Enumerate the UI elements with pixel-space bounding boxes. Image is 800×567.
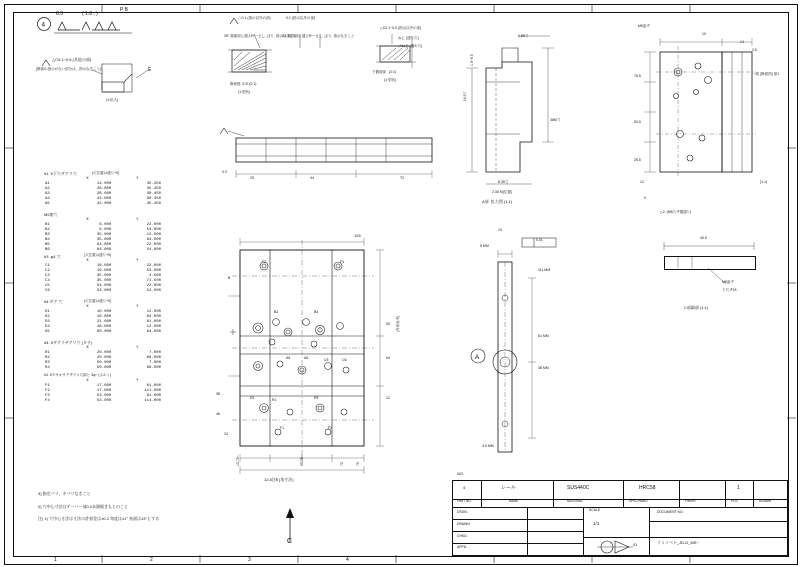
table-row: B6 64.000 54.000 [45, 247, 161, 252]
screw-note: △C0.1~0.5 (指示以外の部) [380, 26, 422, 30]
finish-label: 6.3 [56, 11, 63, 17]
tb-hdr-drawn: DRAWN [759, 499, 771, 503]
main-dim-r2: 54 [386, 356, 390, 360]
zone-mark-bottom-1: 1 [54, 557, 57, 563]
zone-mark-bottom-2: 2 [150, 557, 153, 563]
section-arrow-label: C [287, 538, 293, 545]
main-dim-b4: 75 [356, 462, 360, 466]
table-row: C2 16.000 54.000 [45, 269, 161, 274]
t3-subtitle: (穴位置は通り+0) [84, 253, 112, 258]
detail-c-label-1: M5皿ザ [722, 280, 734, 284]
center-thin-view [470, 228, 580, 478]
table-row: F2 17.000 111.000 [45, 389, 161, 394]
right-dim-12: 12 [640, 180, 644, 184]
flatness-value: 0.01 [536, 238, 543, 242]
table-block [44, 170, 164, 404]
t3-title: #3 φ4 穴 [44, 253, 61, 259]
table-row: C5 54.000 22.000 [45, 284, 161, 289]
t6-col-y: Y [135, 379, 139, 384]
table-row: B2 6.000 54.000 [45, 227, 161, 232]
main-dim-rlabel: (外形参考) [396, 315, 400, 332]
tb-part-name: レール [501, 485, 516, 491]
detail-c-caption: C部細部 (1:1) [684, 305, 709, 310]
tb-id-value: 01 [633, 542, 638, 547]
tb-hdr-partno: PART NO. [457, 499, 472, 503]
tb-doc-value: ソミイベト_JD-D_MS~ [657, 540, 699, 545]
main-label-c5: C5 [324, 358, 329, 362]
detail-a-dim-5: 16.5寸 [463, 90, 468, 102]
table-row: A4 42.000 30.450 [45, 196, 161, 201]
section-arrow-c [278, 500, 318, 550]
main-left-dim-1: 38 [216, 392, 220, 396]
right-dim-765: 76.5 [634, 74, 641, 78]
tb-material: SUS440C [567, 485, 590, 491]
detail-e-block [36, 57, 186, 106]
table-row: A2 28.000 45.450 [45, 186, 161, 191]
table-t6 [44, 379, 162, 404]
detail-c-dim: 40.5 [700, 236, 707, 240]
tb-scale-label: SCALE [589, 508, 601, 512]
table-row: D3 21.000 61.000 [45, 320, 161, 325]
detail-a-dim-1: 1.85寸 [518, 34, 529, 38]
center-dim-5: 10 [498, 228, 502, 232]
table-row: A3 28.000 30.450 [45, 191, 161, 196]
tb-hdr-material: MATERIAL [567, 499, 583, 503]
main-section-b: B [228, 276, 231, 280]
center-dim-3: 38 MM [538, 366, 549, 370]
tb-row-drawn: DRAWN [457, 522, 470, 526]
detail-a-caption: A部 拡大図 (1:1) [482, 199, 513, 204]
main-label-a6: A6 [304, 356, 309, 360]
tb-row-chkd: CHKD. [457, 534, 468, 538]
main-label-f1: F1 [280, 426, 285, 430]
right-dim-255: 25.5 [634, 158, 641, 162]
t5-title: #4. 5ザグリザグリ穴 (タテ) [44, 340, 93, 346]
tb-hdr-name: NAME [509, 499, 519, 503]
main-label-a5: A5 [286, 356, 291, 360]
right-dim-10: 10 [702, 32, 706, 36]
side-dim-3: T2 [400, 176, 405, 180]
table-t5 [44, 346, 162, 371]
svg-text:A: A [475, 355, 480, 361]
table-row: C1 16.000 22.000 [45, 264, 161, 269]
table-row: D4 48.000 12.000 [45, 325, 161, 330]
t6-title: #4. 5ダキオサデザグリ穴源と 3φ~ (ボルト) [44, 372, 112, 377]
screw-note-c: (1:型状) [384, 78, 397, 82]
main-dim-r3: 12 [386, 396, 390, 400]
section-aa-block [462, 22, 572, 204]
zone-mark-bottom-4: 4 [346, 557, 349, 563]
table-row: B1 6.000 22.000 [45, 222, 161, 227]
detail-c-label-2: 下穴ザ15 [722, 288, 737, 292]
t4-col-x: X [86, 305, 89, 310]
center-width-dim: 8 MM [480, 244, 489, 248]
tb-row-appd: APPD. [457, 545, 468, 549]
table-row: F3 53.000 61.000 [45, 394, 161, 399]
tb-hdr-finish: FINISH [685, 499, 696, 503]
t1-col-x: X [86, 176, 89, 181]
center-dim-4: 4.5 MM [482, 444, 494, 448]
main-label-f2: F2 [262, 260, 267, 264]
detail-e-label: E [148, 67, 152, 73]
tb-zone: 4 [463, 485, 466, 490]
t1-title: #1. 5下穴ザグリ穴 [44, 171, 77, 176]
t1-subtitle: (穴位置は通り+0) [92, 170, 120, 175]
right-note-1lbl: △2: (M5穴ザ置通り) [660, 210, 692, 214]
table-row: D1 10.000 12.000 [45, 310, 161, 315]
note-line-3: 注) 1) 穴中心寸法は寸法の許容差は±0.2 角度は±1° 糸面は±3°とする [38, 516, 160, 522]
main-dim-b1: 13.75~ [236, 455, 240, 466]
t6-col-x: X [86, 379, 89, 384]
t4-col-y: Y [135, 305, 139, 310]
table-row: R3 50.000 7.000 [45, 360, 161, 365]
projection-symbol [593, 539, 641, 555]
table-t2 [44, 218, 162, 253]
table-row: B3 35.000 12.000 [45, 232, 161, 237]
main-label-f3: F3 [328, 426, 333, 430]
t3-col-y: Y [135, 259, 139, 264]
table-row: C3 35.000 4.500 [45, 274, 161, 279]
t5-col-x: X [86, 345, 89, 350]
main-left-dim-2: 46 [216, 412, 220, 416]
right-view-label: M5皿ザ [638, 24, 650, 28]
main-label-r3: R3 [314, 396, 319, 400]
right-plate-view [634, 24, 792, 214]
table-row: F4 53.000 111.000 [45, 399, 161, 404]
detail-a-dim-4: 38M寸 [550, 118, 561, 122]
section-ee-label: 断面図 E-E (2:1) [230, 82, 257, 86]
tb-row-dsgn: DSGN. [457, 510, 468, 514]
table-row: B5 64.000 22.000 [45, 242, 161, 247]
table-row: A1 14.000 45.450 [45, 181, 161, 186]
main-label-b2: B2 [274, 310, 279, 314]
table-row: C6 54.000 54.000 [45, 289, 161, 294]
main-label-c6: C6 [342, 358, 347, 362]
main-label-r1: R1 [272, 398, 277, 402]
center-dim-1: 111 MM [538, 268, 551, 272]
table-row: F1 17.000 61.000 [45, 384, 161, 389]
zone-mark-bottom-3: 3 [248, 557, 251, 563]
right-dim-25: 2.5 [752, 48, 757, 52]
tb-hdr-pcs: PCS [731, 499, 738, 503]
section-ee-label2: (1:型状) [238, 90, 251, 94]
main-label-b4: B4 [314, 310, 319, 314]
side-view-bar [214, 128, 464, 188]
center-dim-2: 61 MM [538, 334, 549, 338]
surface-finish-block [36, 7, 176, 44]
table-t3 [44, 259, 162, 294]
right-note-3: 一面 (断面図) 厚1 [752, 72, 780, 76]
side-dim-0: 0.3 [222, 170, 227, 174]
t4-title: #4 ザグ 穴 [44, 299, 63, 305]
main-dim-b2: 55.75~ [300, 455, 304, 466]
t1-col-y: Y [135, 176, 139, 181]
table-t4 [44, 305, 162, 335]
table-row: R4 50.000 68.000 [45, 365, 161, 370]
right-note-2: メねじ (通り穴) [398, 44, 423, 48]
finish-group: ( 1.6 , ) [82, 11, 98, 17]
note-hole-1b: 35° 端面部に通るR~~さし, ばり, 指示なきこと [224, 34, 297, 38]
chamfer-note-sub: (断面の指示がない部分は、指示なきこと) [36, 67, 102, 71]
right-dim-14: 14 [740, 40, 744, 44]
tb-doc-label: DOCUMENT NO. [657, 510, 684, 514]
detail-a-dim-2: 2.35 M(位置) [492, 190, 513, 194]
table-t1 [44, 177, 162, 207]
note-line-2: 2) 穴中心寸法はテーパー部0.2未満据きもとのこと [38, 503, 129, 509]
t2-col-x: X [86, 217, 89, 222]
t2-title: M5皿穴 [44, 211, 58, 217]
table-row: D2 10.000 64.000 [45, 315, 161, 320]
title-block [452, 471, 788, 556]
t5-col-y: Y [135, 345, 139, 350]
main-dim-b3: 72 [340, 462, 344, 466]
tb-hdr-spec: SPEC/HARD [629, 499, 648, 503]
detail-a-dim-3: 8.35寸 [498, 180, 509, 184]
note-hole-2: 0.1 (指示以外の部) [286, 16, 316, 20]
t3-col-x: X [86, 259, 89, 264]
right-note-1: ねじ (通り穴) [398, 36, 419, 40]
t4-subtitle: (穴位置は通り+0) [84, 299, 112, 304]
general-notes [38, 491, 278, 522]
detail-a-dim-6: 1.5~6.5 [469, 54, 474, 66]
main-dim-r1: 30 [386, 322, 390, 326]
table-row: D5 60.000 64.000 [45, 330, 161, 335]
main-left-dim-3: 24 [224, 432, 228, 436]
detail-c-block [648, 228, 788, 310]
note-hole-2b: 0.1 端面部に通るR~~さし, ばり, 指示なきこと [282, 34, 355, 38]
table-row: B4 35.000 64.000 [45, 237, 161, 242]
table-row: C4 35.000 71.500 [45, 279, 161, 284]
table-row: A5 42.000 45.450 [45, 201, 161, 206]
tb-qty: 1 [737, 485, 740, 491]
main-label-f4: F4 [340, 260, 345, 264]
main-label-d1: D1 [250, 396, 255, 400]
tb-partno: HRC58 [639, 485, 656, 491]
svg-text:4: 4 [41, 22, 45, 29]
tb-scale-value: 1/1 [593, 521, 600, 526]
side-dim-2: 44 [310, 176, 314, 180]
side-dim-1: 25 [250, 176, 254, 180]
screw-note-b: 下側面部 (2:1) [372, 70, 397, 74]
t2-col-y: Y [135, 217, 139, 222]
main-dim-top: 126 [354, 233, 361, 238]
right-dim-0: 0 [644, 196, 646, 200]
chamfer-note: △C0.1~0.5 (其他の部) [52, 57, 92, 62]
table-row: R1 20.000 7.000 [45, 350, 161, 355]
detail-e-sub: (1:拡大) [106, 98, 119, 102]
right-dim-505: 50.5 [634, 120, 641, 124]
right-note-scale: (1:1) [760, 180, 768, 184]
table-row: R2 20.000 68.000 [45, 355, 161, 360]
note-line-1: 3) 指定バリ、キバリなきこと [38, 491, 91, 496]
note-hole-1: △0.1 (指示以外の部) [238, 16, 271, 20]
finish-pb: P B [120, 7, 128, 13]
section-ee-block [224, 16, 364, 112]
tb-no-label: NO. [457, 471, 465, 476]
main-dim-b5: 12.8注Ⅱ (角寸法) [264, 477, 294, 482]
main-plate-view [228, 233, 418, 482]
